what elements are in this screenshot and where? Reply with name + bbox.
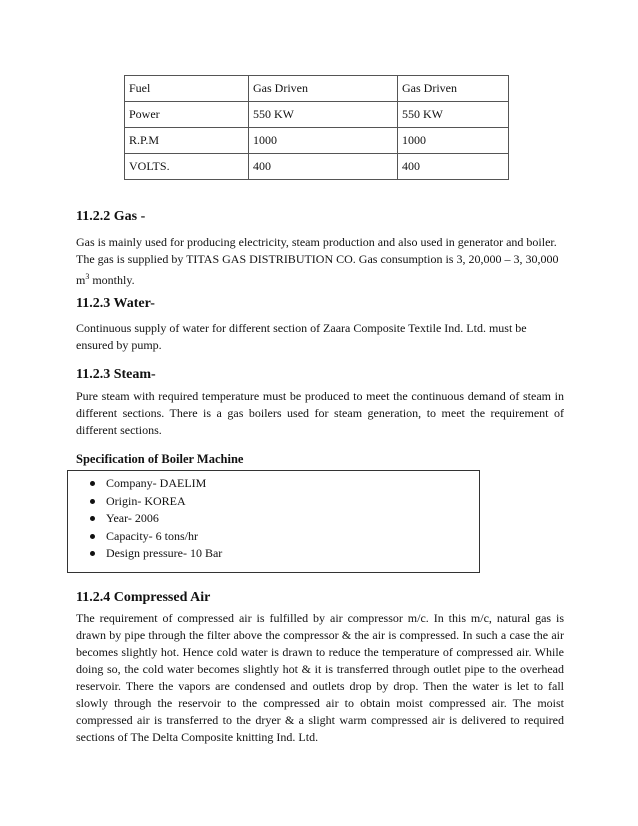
bullet-icon xyxy=(90,516,95,521)
gas-heading: 11.2.2 Gas - xyxy=(76,209,146,224)
water-paragraph: Continuous supply of water for different section of Zaara Composite Textile Ind. Ltd. must be ensured by pump. xyxy=(76,321,527,352)
table-row xyxy=(125,76,509,102)
compressed-air-heading: 11.2.4 Compressed Air xyxy=(76,590,211,605)
bullet-icon xyxy=(90,534,95,539)
list-item xyxy=(90,493,479,511)
table-row xyxy=(125,154,509,180)
list-item-text: Year- 2006 xyxy=(106,511,159,525)
list-item-text: Origin- KOREA xyxy=(106,493,186,508)
gas-paragraph xyxy=(76,234,564,289)
table-cell: Fuel xyxy=(125,76,249,102)
table-cell: VOLTS. xyxy=(125,154,249,180)
table-row xyxy=(125,128,509,154)
list-item-text: Design pressure- 10 Bar xyxy=(106,546,223,560)
steam-paragraph: Pure steam with required temperature must be produced to meet the continuous demand of steam in different sections. There is a gas boilers used for steam generation, to meet the requirement of different sections. xyxy=(76,389,564,437)
table-cell: Gas Driven xyxy=(249,76,398,102)
boiler-spec-list xyxy=(68,471,479,563)
compressed-air-paragraph: The requirement of compressed air is fulfilled by air compressor m/c. In this m/c, natural gas is drawn by pipe through the filter above the compressor & the air is compressed. In such a case the air becomes slightly hot. Hence cold water is drawn to reduce the temperature of compressed air. While doing so, the cold water becomes slightly hot & it is transferred through outlet pipe to the overhead reservoir. There the vapors are condensed and outlets drop by drop. Then the water is let to fall slowly through the reservoir to the compressed air to obtain moist compressed air. The moist compressed air is transferred to the dryer & a slight warm compressed air is delivered to required sections of The Delta Composite knitting Ind. Ltd. xyxy=(76,611,564,744)
table-cell: 400 xyxy=(249,154,398,180)
table-cell: Power xyxy=(125,102,249,128)
list-item xyxy=(90,510,479,528)
bullet-icon xyxy=(90,551,95,556)
boiler-spec-box xyxy=(67,470,480,573)
steam-heading: 11.2.3 Steam- xyxy=(76,367,156,382)
generator-spec-table xyxy=(124,75,509,180)
bullet-icon xyxy=(90,481,95,486)
boiler-spec-heading: Specification of Boiler Machine xyxy=(76,452,244,466)
table-cell: Gas Driven xyxy=(398,76,509,102)
list-item xyxy=(90,528,479,546)
table-cell: 550 KW xyxy=(249,102,398,128)
list-item xyxy=(90,475,479,493)
gas-text: Gas is mainly used for producing electricity, steam production and also used in generator and boiler. The gas is supplied by TITAS GAS DISTRIBUTION CO. Gas consumption is 3, 20,000 – 3, 30,000 m xyxy=(76,235,559,287)
table-cell: 400 xyxy=(398,154,509,180)
water-heading: 11.2.3 Water- xyxy=(76,296,155,311)
list-item-text: Capacity- 6 tons/hr xyxy=(106,528,198,543)
gas-text-end: monthly. xyxy=(89,273,135,287)
table-cell: 550 KW xyxy=(398,102,509,128)
cubic-superscript: 3 xyxy=(85,272,90,281)
table-row xyxy=(125,102,509,128)
list-item-text: Company- DAELIM xyxy=(106,476,207,490)
bullet-icon xyxy=(90,499,95,504)
table-cell: R.P.M xyxy=(125,128,249,154)
list-item xyxy=(90,545,479,563)
table-cell: 1000 xyxy=(249,128,398,154)
table-cell: 1000 xyxy=(398,128,509,154)
